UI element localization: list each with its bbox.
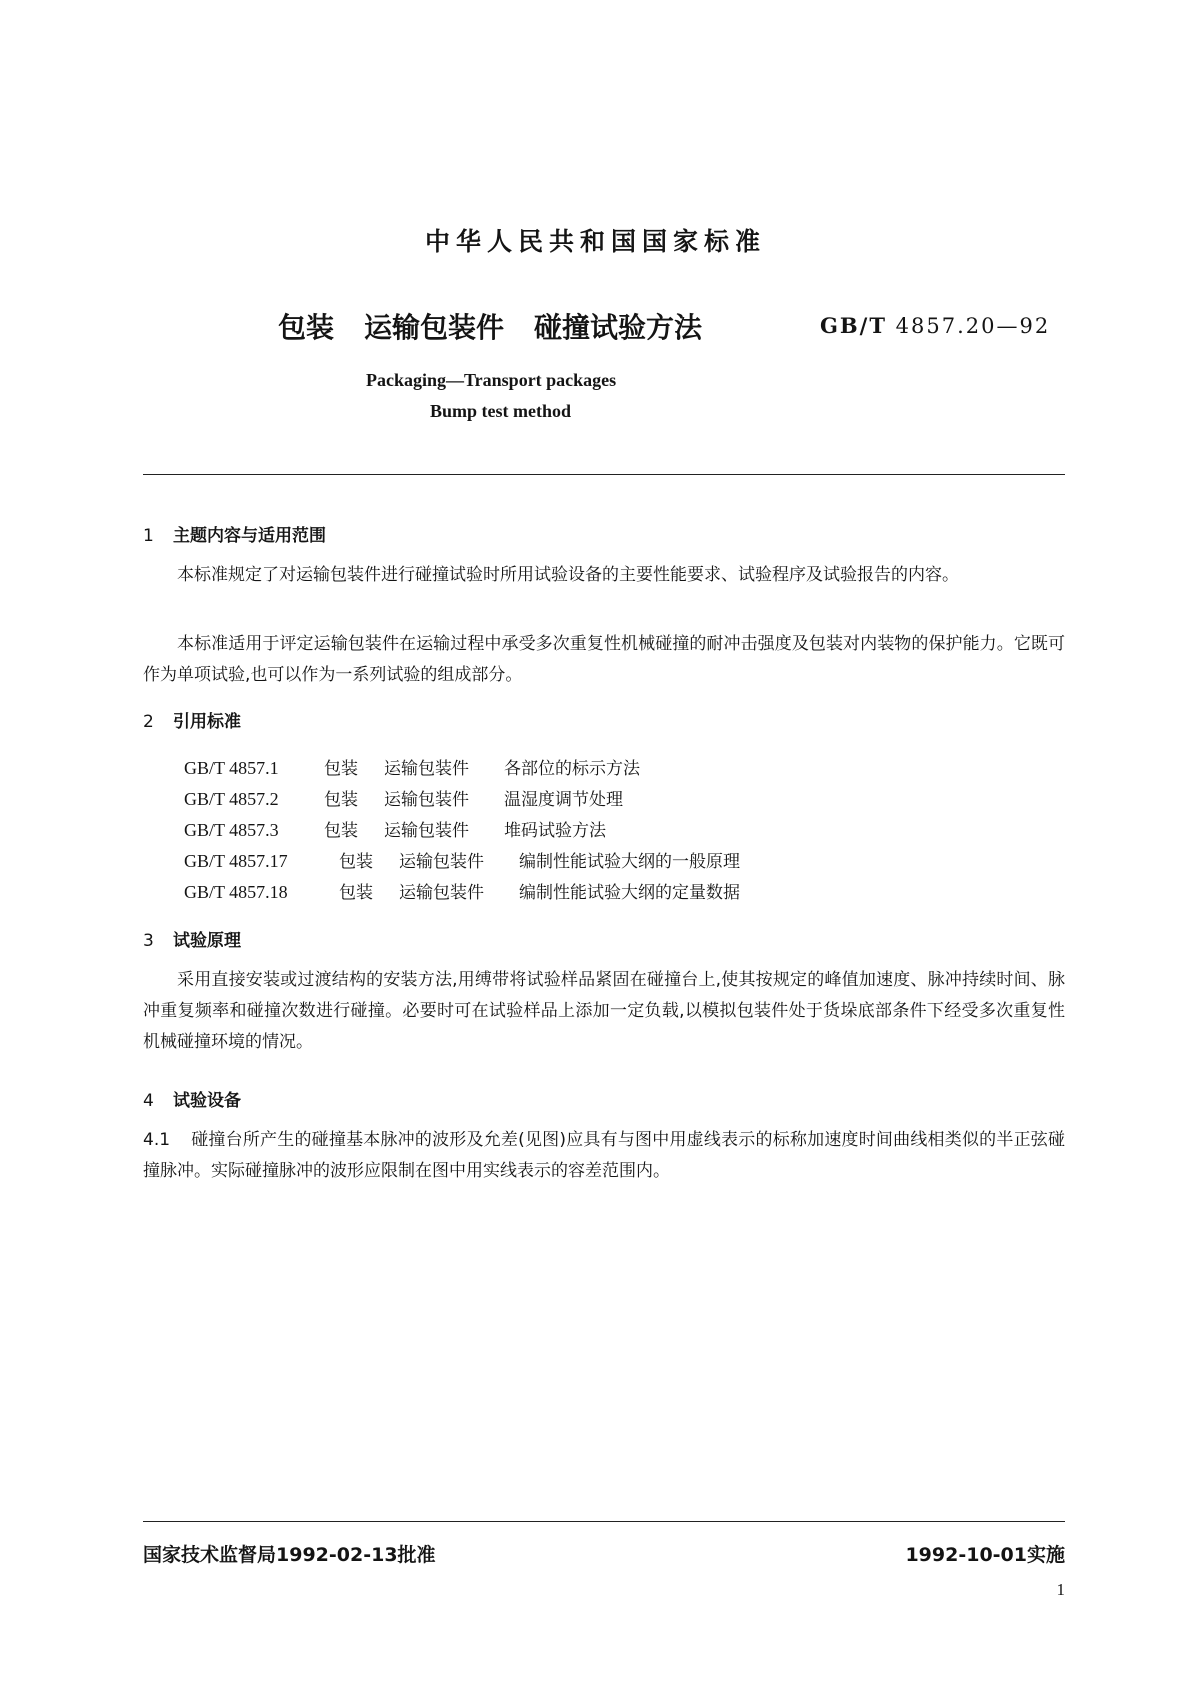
national-standard-heading: 中华人民共和国国家标准 — [424, 227, 766, 256]
title-part-2: 运输包装件 — [364, 311, 505, 344]
reference-item — [184, 847, 740, 872]
page-number: 1 — [1056, 1580, 1065, 1599]
section-1-number: 1 — [143, 526, 154, 546]
standard-prefix: GB/T — [820, 313, 887, 338]
reference-part-c: 编制性能试验大纲的一般原理 — [519, 852, 740, 872]
english-title-line-1: Packaging—Transport packages — [366, 370, 617, 390]
reference-part-a: 包装 — [324, 790, 358, 810]
reference-part-b: 运输包装件 — [399, 883, 484, 903]
reference-part-a: 包装 — [339, 852, 373, 872]
title-part-3: 碰撞试验方法 — [534, 311, 703, 344]
standard-number — [820, 313, 1050, 338]
reference-code: GB/T 4857.3 — [184, 820, 279, 840]
standard-code: 4857.20—92 — [895, 314, 1051, 338]
section-4-title: 试验设备 — [173, 1091, 241, 1111]
clause-4-1-number: 4.1 — [143, 1130, 171, 1150]
section-1-heading — [143, 521, 326, 546]
reference-part-a: 包装 — [324, 759, 358, 779]
reference-part-c: 温湿度调节处理 — [504, 790, 623, 810]
reference-code: GB/T 4857.17 — [184, 851, 288, 871]
reference-part-a: 包装 — [339, 883, 373, 903]
reference-part-b: 运输包装件 — [384, 759, 469, 779]
reference-code: GB/T 4857.18 — [184, 882, 288, 902]
document-title — [278, 306, 732, 346]
section-2-heading — [143, 707, 241, 732]
title-part-1: 包装 — [278, 311, 335, 344]
section-4-heading — [143, 1086, 241, 1111]
effective-date: 1992-10-01实施 — [905, 1544, 1065, 1566]
clause-4-1 — [143, 1125, 1065, 1187]
reference-part-a: 包装 — [324, 821, 358, 841]
approval-info: 国家技术监督局1992-02-13批准 — [143, 1544, 436, 1566]
section-1-title: 主题内容与适用范围 — [173, 526, 326, 546]
reference-item — [184, 816, 606, 841]
section-3-paragraph-1: 采用直接安装或过渡结构的安装方法,用缚带将试验样品紧固在碰撞台上,使其按规定的峰值加速度、脉冲持续时间、脉冲重复频率和碰撞次数进行碰撞。必要时可在试验样品上添加一定负载,以模拟包装件处于货垛底部条件下经受多次重复性机械碰撞环境的情况。 — [143, 970, 1065, 1052]
reference-part-b: 运输包装件 — [384, 821, 469, 841]
header-divider — [143, 474, 1065, 475]
reference-item — [184, 785, 623, 810]
reference-part-c: 编制性能试验大纲的定量数据 — [519, 883, 740, 903]
section-1-paragraph-1: 本标准规定了对运输包装件进行碰撞试验时所用试验设备的主要性能要求、试验程序及试验报告的内容。 — [177, 565, 959, 585]
section-1-paragraph-2: 本标准适用于评定运输包装件在运输过程中承受多次重复性机械碰撞的耐冲击强度及包装对内装物的保护能力。它既可作为单项试验,也可以作为一系列试验的组成部分。 — [143, 634, 1065, 685]
reference-item — [184, 754, 640, 779]
english-title-line-2: Bump test method — [430, 401, 572, 421]
reference-code: GB/T 4857.1 — [184, 758, 279, 778]
clause-4-1-text: 碰撞台所产生的碰撞基本脉冲的波形及允差(见图)应具有与图中用虚线表示的标称加速度时间曲线相类似的半正弦碰撞脉冲。实际碰撞脉冲的波形应限制在图中用实线表示的容差范围内。 — [143, 1130, 1065, 1181]
reference-part-c: 各部位的标示方法 — [504, 759, 640, 779]
footer-divider — [143, 1521, 1065, 1522]
section-3-title: 试验原理 — [173, 931, 241, 951]
section-2-title: 引用标准 — [173, 712, 241, 732]
reference-part-b: 运输包装件 — [384, 790, 469, 810]
reference-item — [184, 878, 740, 903]
reference-code: GB/T 4857.2 — [184, 789, 279, 809]
reference-part-b: 运输包装件 — [399, 852, 484, 872]
section-2-number: 2 — [143, 712, 154, 732]
section-3-heading — [143, 926, 241, 951]
section-3-number: 3 — [143, 931, 154, 951]
reference-part-c: 堆码试验方法 — [504, 821, 606, 841]
section-4-number: 4 — [143, 1091, 154, 1111]
